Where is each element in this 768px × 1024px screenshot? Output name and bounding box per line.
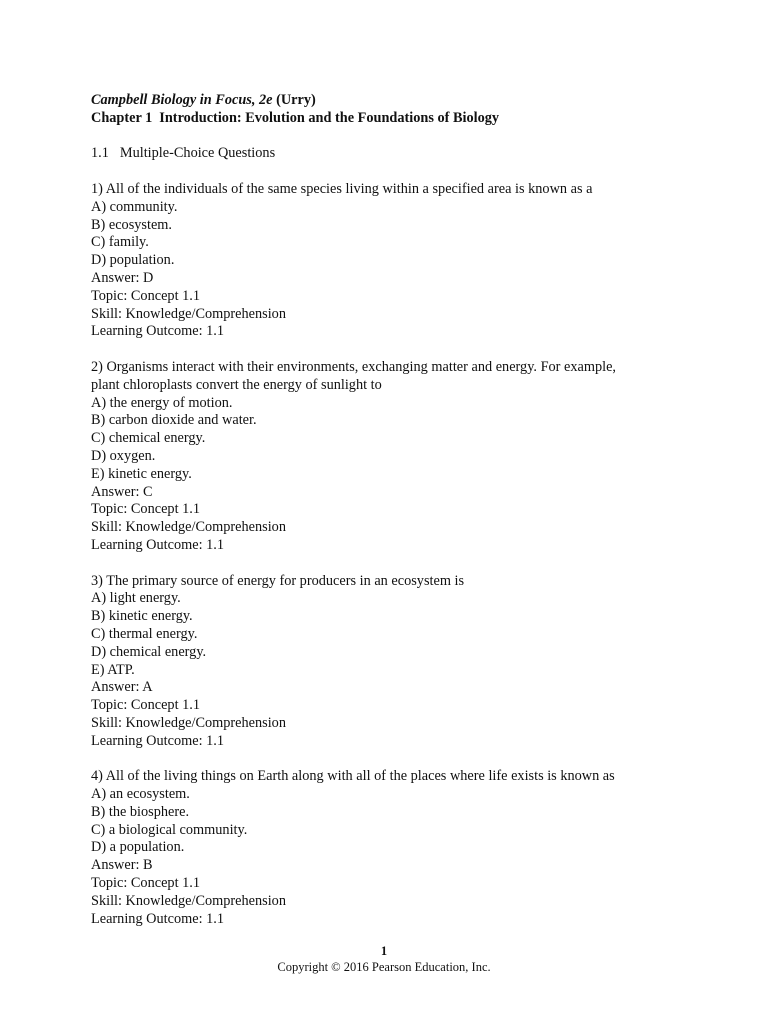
chapter-heading [91,110,731,128]
question-4 [91,768,731,928]
answer-option: C) thermal energy. [91,625,198,642]
topic-label: Topic: Concept 1.1 [91,697,200,714]
question-stem-line-1: 2) Organisms interact with their environments, exchanging matter and energy. For example, [91,358,616,375]
answer-option: A) community. [91,198,178,215]
spacer [91,128,731,146]
question-1 [91,181,731,341]
spacer [91,163,731,181]
answer-option: A) the energy of motion. [91,394,233,411]
answer-option: C) chemical energy. [91,430,206,447]
chapter-label: Chapter 1 [91,109,153,126]
answer-option: D) population. [91,252,175,269]
answer-option: B) ecosystem. [91,216,172,233]
answer-option: A) light energy. [91,590,181,607]
page-number: 1 [380,944,388,958]
answer-option: B) kinetic energy. [91,608,193,625]
answer-option: D) oxygen. [91,447,156,464]
book-title: Campbell Biology in Focus, 2e [91,92,273,108]
chapter-title: Introduction: Evolution and the Foundations of Biology [159,109,500,126]
topic-label: Topic: Concept 1.1 [91,501,200,518]
spacer [91,555,731,573]
section-heading [91,145,731,163]
document-body [91,92,731,928]
spacer [91,750,731,768]
skill-label: Skill: Knowledge/Comprehension [91,519,286,536]
question-stem-line-2: plant chloroplasts convert the energy of sunlight to [91,376,382,393]
answer-key: Answer: D [91,269,154,286]
answer-option: E) kinetic energy. [91,465,192,482]
answer-key: Answer: A [91,679,153,696]
copyright-notice: Copyright © 2016 Pearson Education, Inc. [277,960,491,974]
answer-option: D) chemical energy. [91,643,207,660]
topic-label: Topic: Concept 1.1 [91,875,200,892]
answer-option: E) ATP. [91,661,135,678]
answer-key: Answer: B [91,857,153,874]
skill-label: Skill: Knowledge/Comprehension [91,714,286,731]
answer-option: B) the biosphere. [91,803,190,820]
learning-outcome-label: Learning Outcome: 1.1 [91,910,225,927]
answer-option: B) carbon dioxide and water. [91,412,257,429]
answer-key: Answer: C [91,483,153,500]
answer-option: D) a population. [91,839,185,856]
page-footer [0,943,768,975]
question-3 [91,573,731,751]
section-title: Multiple-Choice Questions [119,145,276,162]
question-stem: 4) All of the living things on Earth along with all of the places where life exists is known as [91,768,615,785]
learning-outcome-label: Learning Outcome: 1.1 [91,323,225,340]
section-number: 1.1 [91,145,109,162]
skill-label: Skill: Knowledge/Comprehension [91,305,286,322]
question-stem: 3) The primary source of energy for producers in an ecosystem is [91,572,465,589]
spacer [91,341,731,359]
question-stem: 1) All of the individuals of the same species living within a specified area is known as a [91,180,593,197]
learning-outcome-label: Learning Outcome: 1.1 [91,536,225,553]
answer-option: A) an ecosystem. [91,786,190,803]
question-2 [91,359,731,555]
book-author: (Urry) [272,92,316,108]
answer-option: C) family. [91,234,149,251]
skill-label: Skill: Knowledge/Comprehension [91,892,286,909]
topic-label: Topic: Concept 1.1 [91,287,200,304]
book-title-line [91,92,731,110]
learning-outcome-label: Learning Outcome: 1.1 [91,732,225,749]
answer-option: C) a biological community. [91,821,248,838]
